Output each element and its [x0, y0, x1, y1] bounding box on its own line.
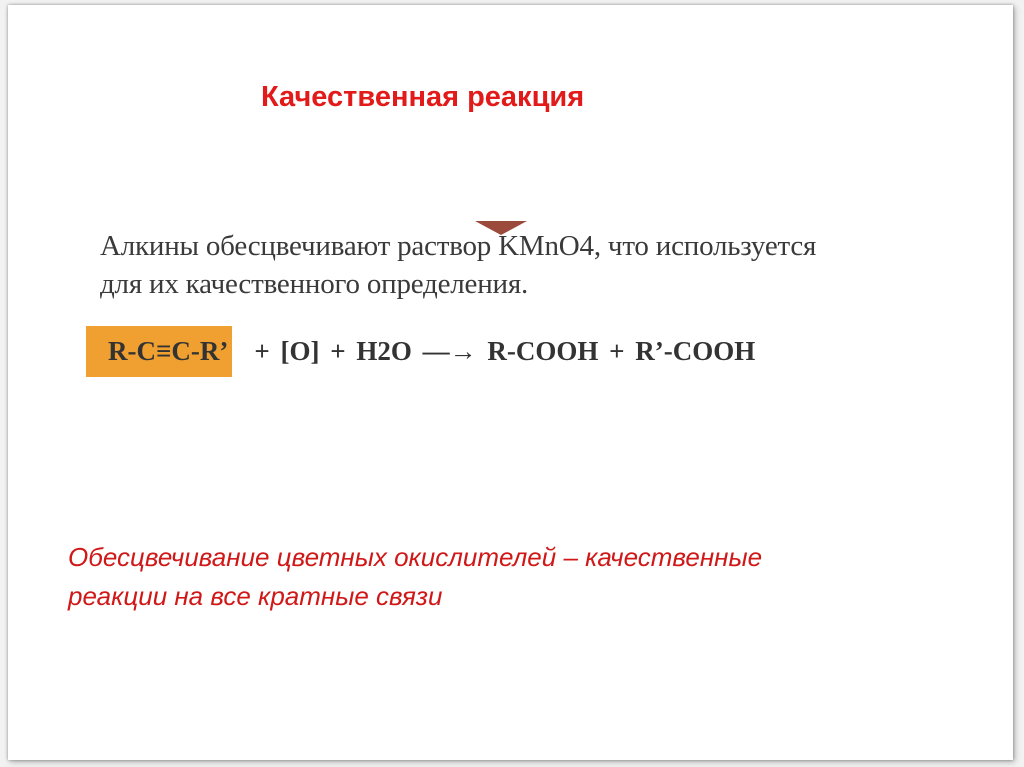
reaction-equation — [86, 326, 755, 377]
conclusion-line-1: Обесцвечивание цветных окислителей – качественные — [68, 542, 763, 572]
description-line-1: Алкины обесцвечивают раствор KMnO4, что используется — [100, 230, 817, 262]
conclusion-line-2: реакции на все кратные связи — [68, 581, 443, 611]
alkyne-formula-highlight — [86, 326, 232, 377]
slide-title: Качественная реакция — [261, 81, 585, 113]
slide — [8, 5, 1013, 760]
description-line-2: для их качественного определения. — [100, 268, 529, 300]
equation-products: + [O] + H2O —→ R-COOH + R’-COOH — [254, 336, 756, 366]
alkyne-formula: R-C≡C-R’ — [108, 336, 229, 366]
conclusion-note — [68, 538, 968, 616]
description-text — [100, 227, 920, 303]
